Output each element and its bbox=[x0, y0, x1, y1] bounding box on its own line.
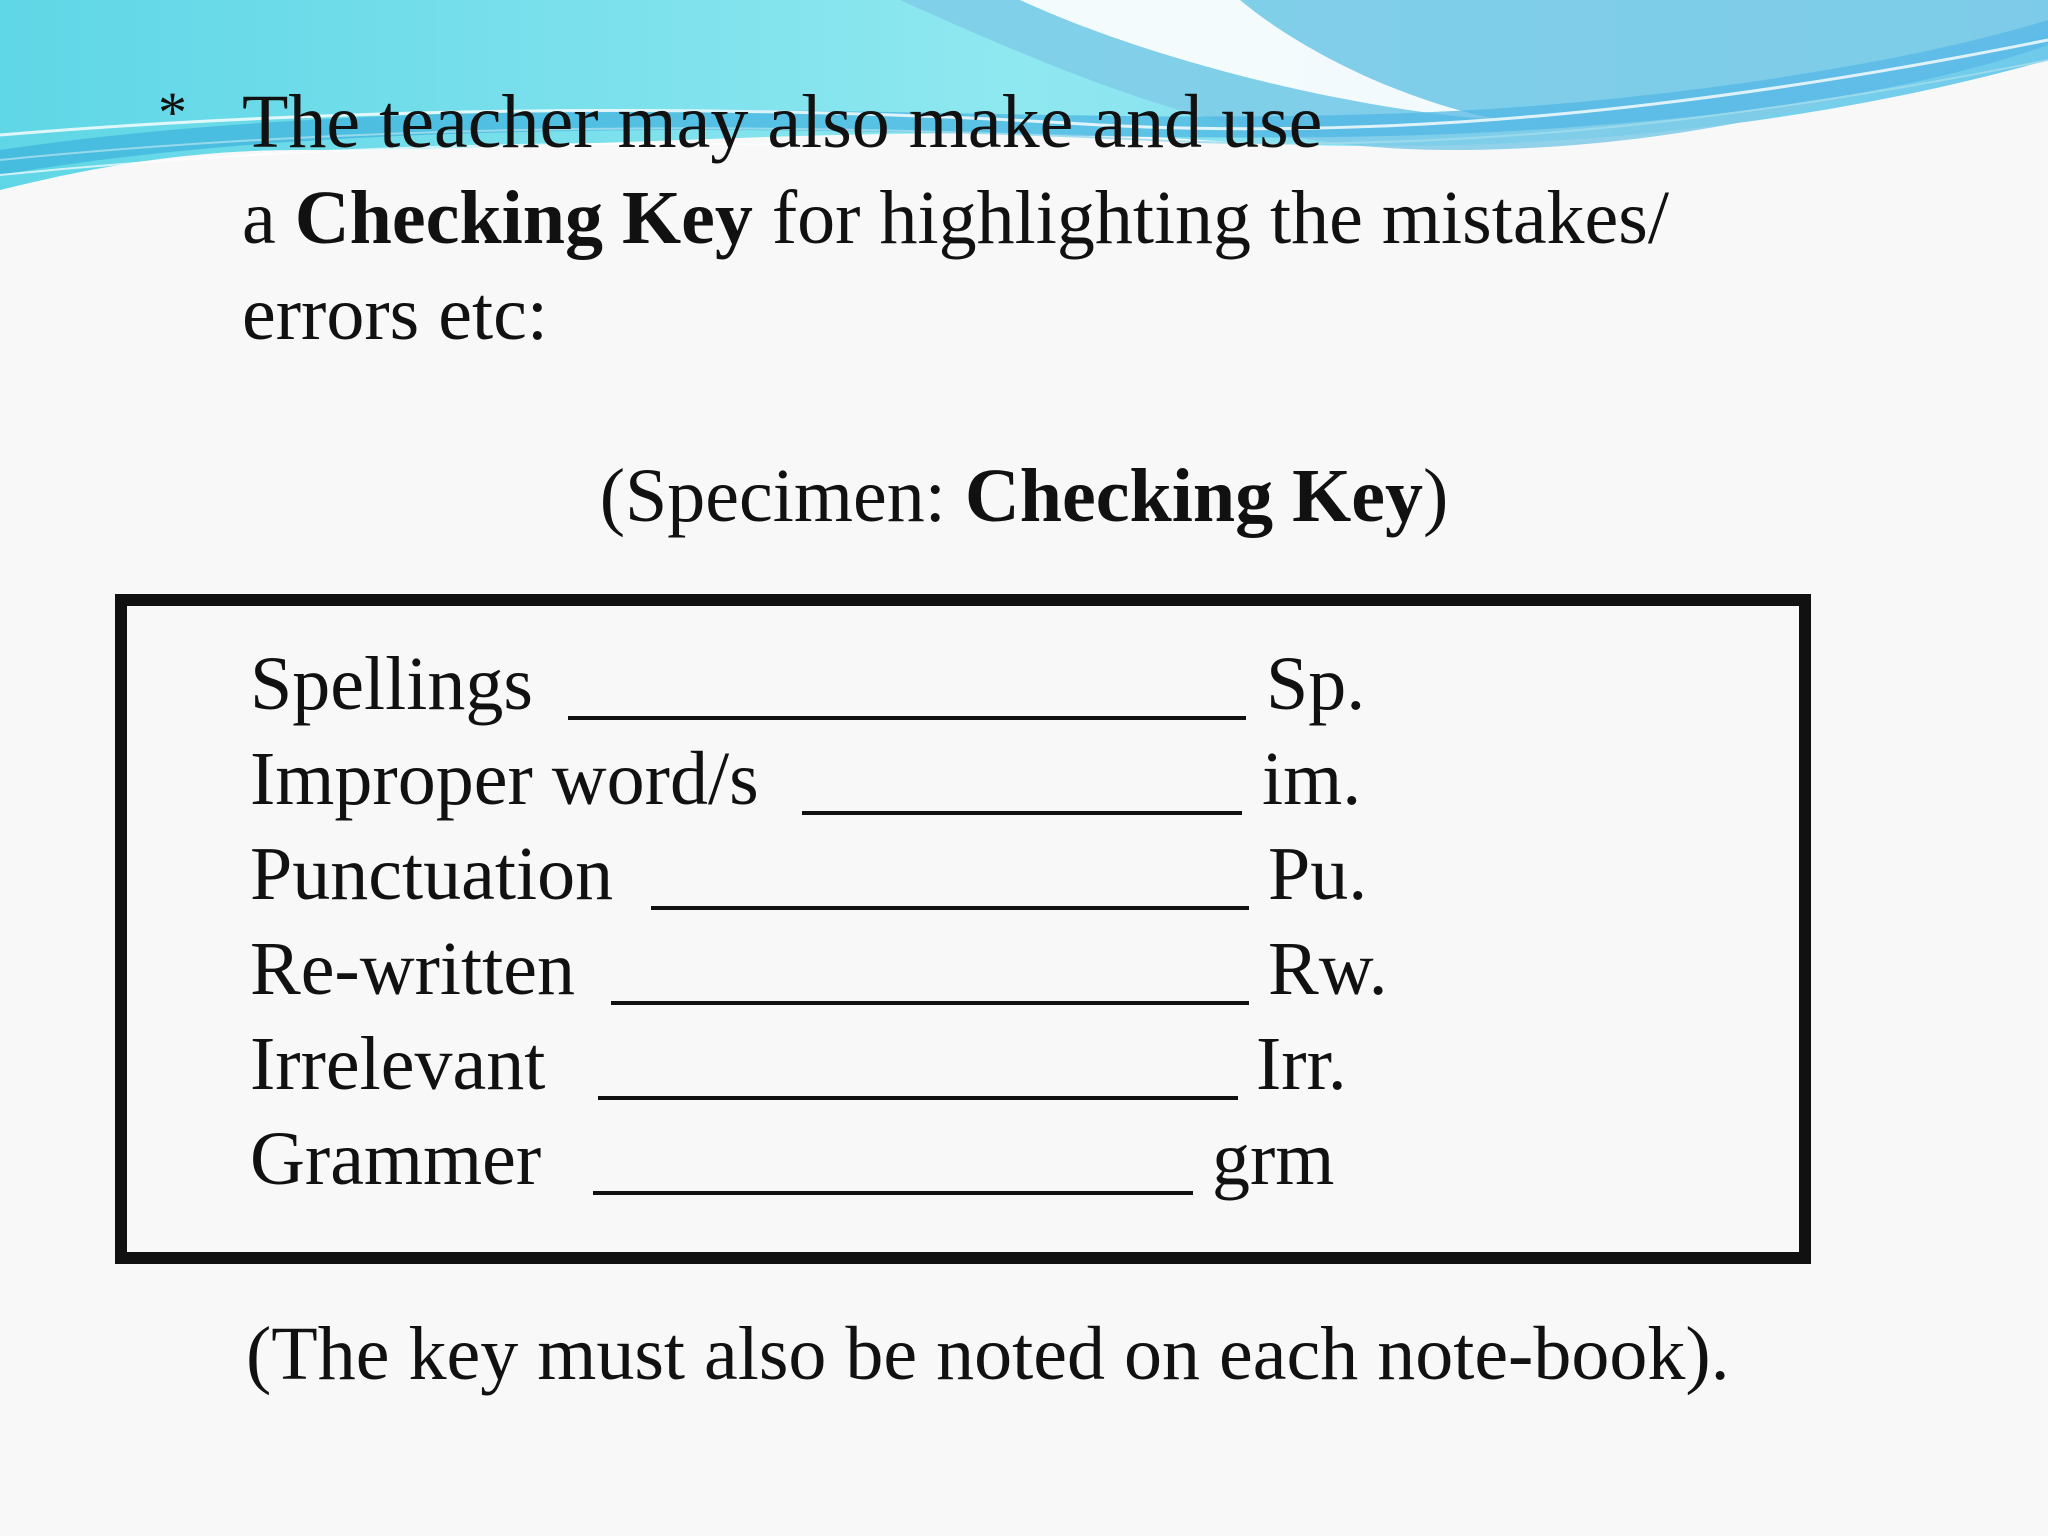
key-label: Punctuation bbox=[250, 832, 614, 916]
key-row bbox=[250, 921, 575, 1017]
key-blank-line bbox=[568, 716, 1246, 720]
specimen-prefix: (Specimen: bbox=[599, 454, 965, 538]
key-blank-line bbox=[593, 1191, 1193, 1195]
key-blank-line bbox=[651, 906, 1249, 910]
key-blank-line bbox=[611, 1001, 1249, 1005]
bullet-marker: * bbox=[158, 80, 187, 145]
specimen-bold: Checking Key bbox=[964, 454, 1423, 538]
bullet-text bbox=[242, 74, 1892, 362]
bullet-line-2-suffix: for highlighting the mistakes/ bbox=[752, 176, 1669, 260]
key-row bbox=[250, 826, 613, 922]
checking-key-emphasis: Checking Key bbox=[294, 176, 753, 260]
key-row bbox=[250, 1016, 545, 1112]
key-abbreviation: Pu. bbox=[1268, 832, 1368, 916]
footer-note: (The key must also be noted on each note-book). bbox=[246, 1312, 1730, 1396]
bullet-line-2 bbox=[242, 170, 1892, 266]
bullet-line-1: The teacher may also make and use bbox=[242, 80, 1323, 164]
key-label: Improper word/s bbox=[250, 737, 759, 821]
key-label: Spellings bbox=[250, 642, 533, 726]
key-row bbox=[250, 731, 759, 827]
key-label: Grammer bbox=[250, 1117, 542, 1201]
key-abbreviation: im. bbox=[1262, 737, 1362, 821]
specimen-heading bbox=[0, 448, 2048, 544]
key-abbreviation: Rw. bbox=[1268, 927, 1388, 1011]
key-abbreviation: grm bbox=[1212, 1117, 1335, 1201]
key-blank-line bbox=[802, 811, 1242, 815]
key-label: Irrelevant bbox=[250, 1022, 546, 1106]
key-blank-line bbox=[598, 1096, 1238, 1100]
bullet-line-2-prefix: a bbox=[242, 176, 295, 260]
key-row bbox=[250, 636, 533, 732]
key-row bbox=[250, 1111, 541, 1207]
key-abbreviation: Sp. bbox=[1266, 642, 1366, 726]
key-abbreviation: Irr. bbox=[1256, 1022, 1347, 1106]
bullet-line-3: errors etc: bbox=[242, 272, 548, 356]
specimen-suffix: ) bbox=[1422, 454, 1449, 538]
key-label: Re-written bbox=[250, 927, 576, 1011]
